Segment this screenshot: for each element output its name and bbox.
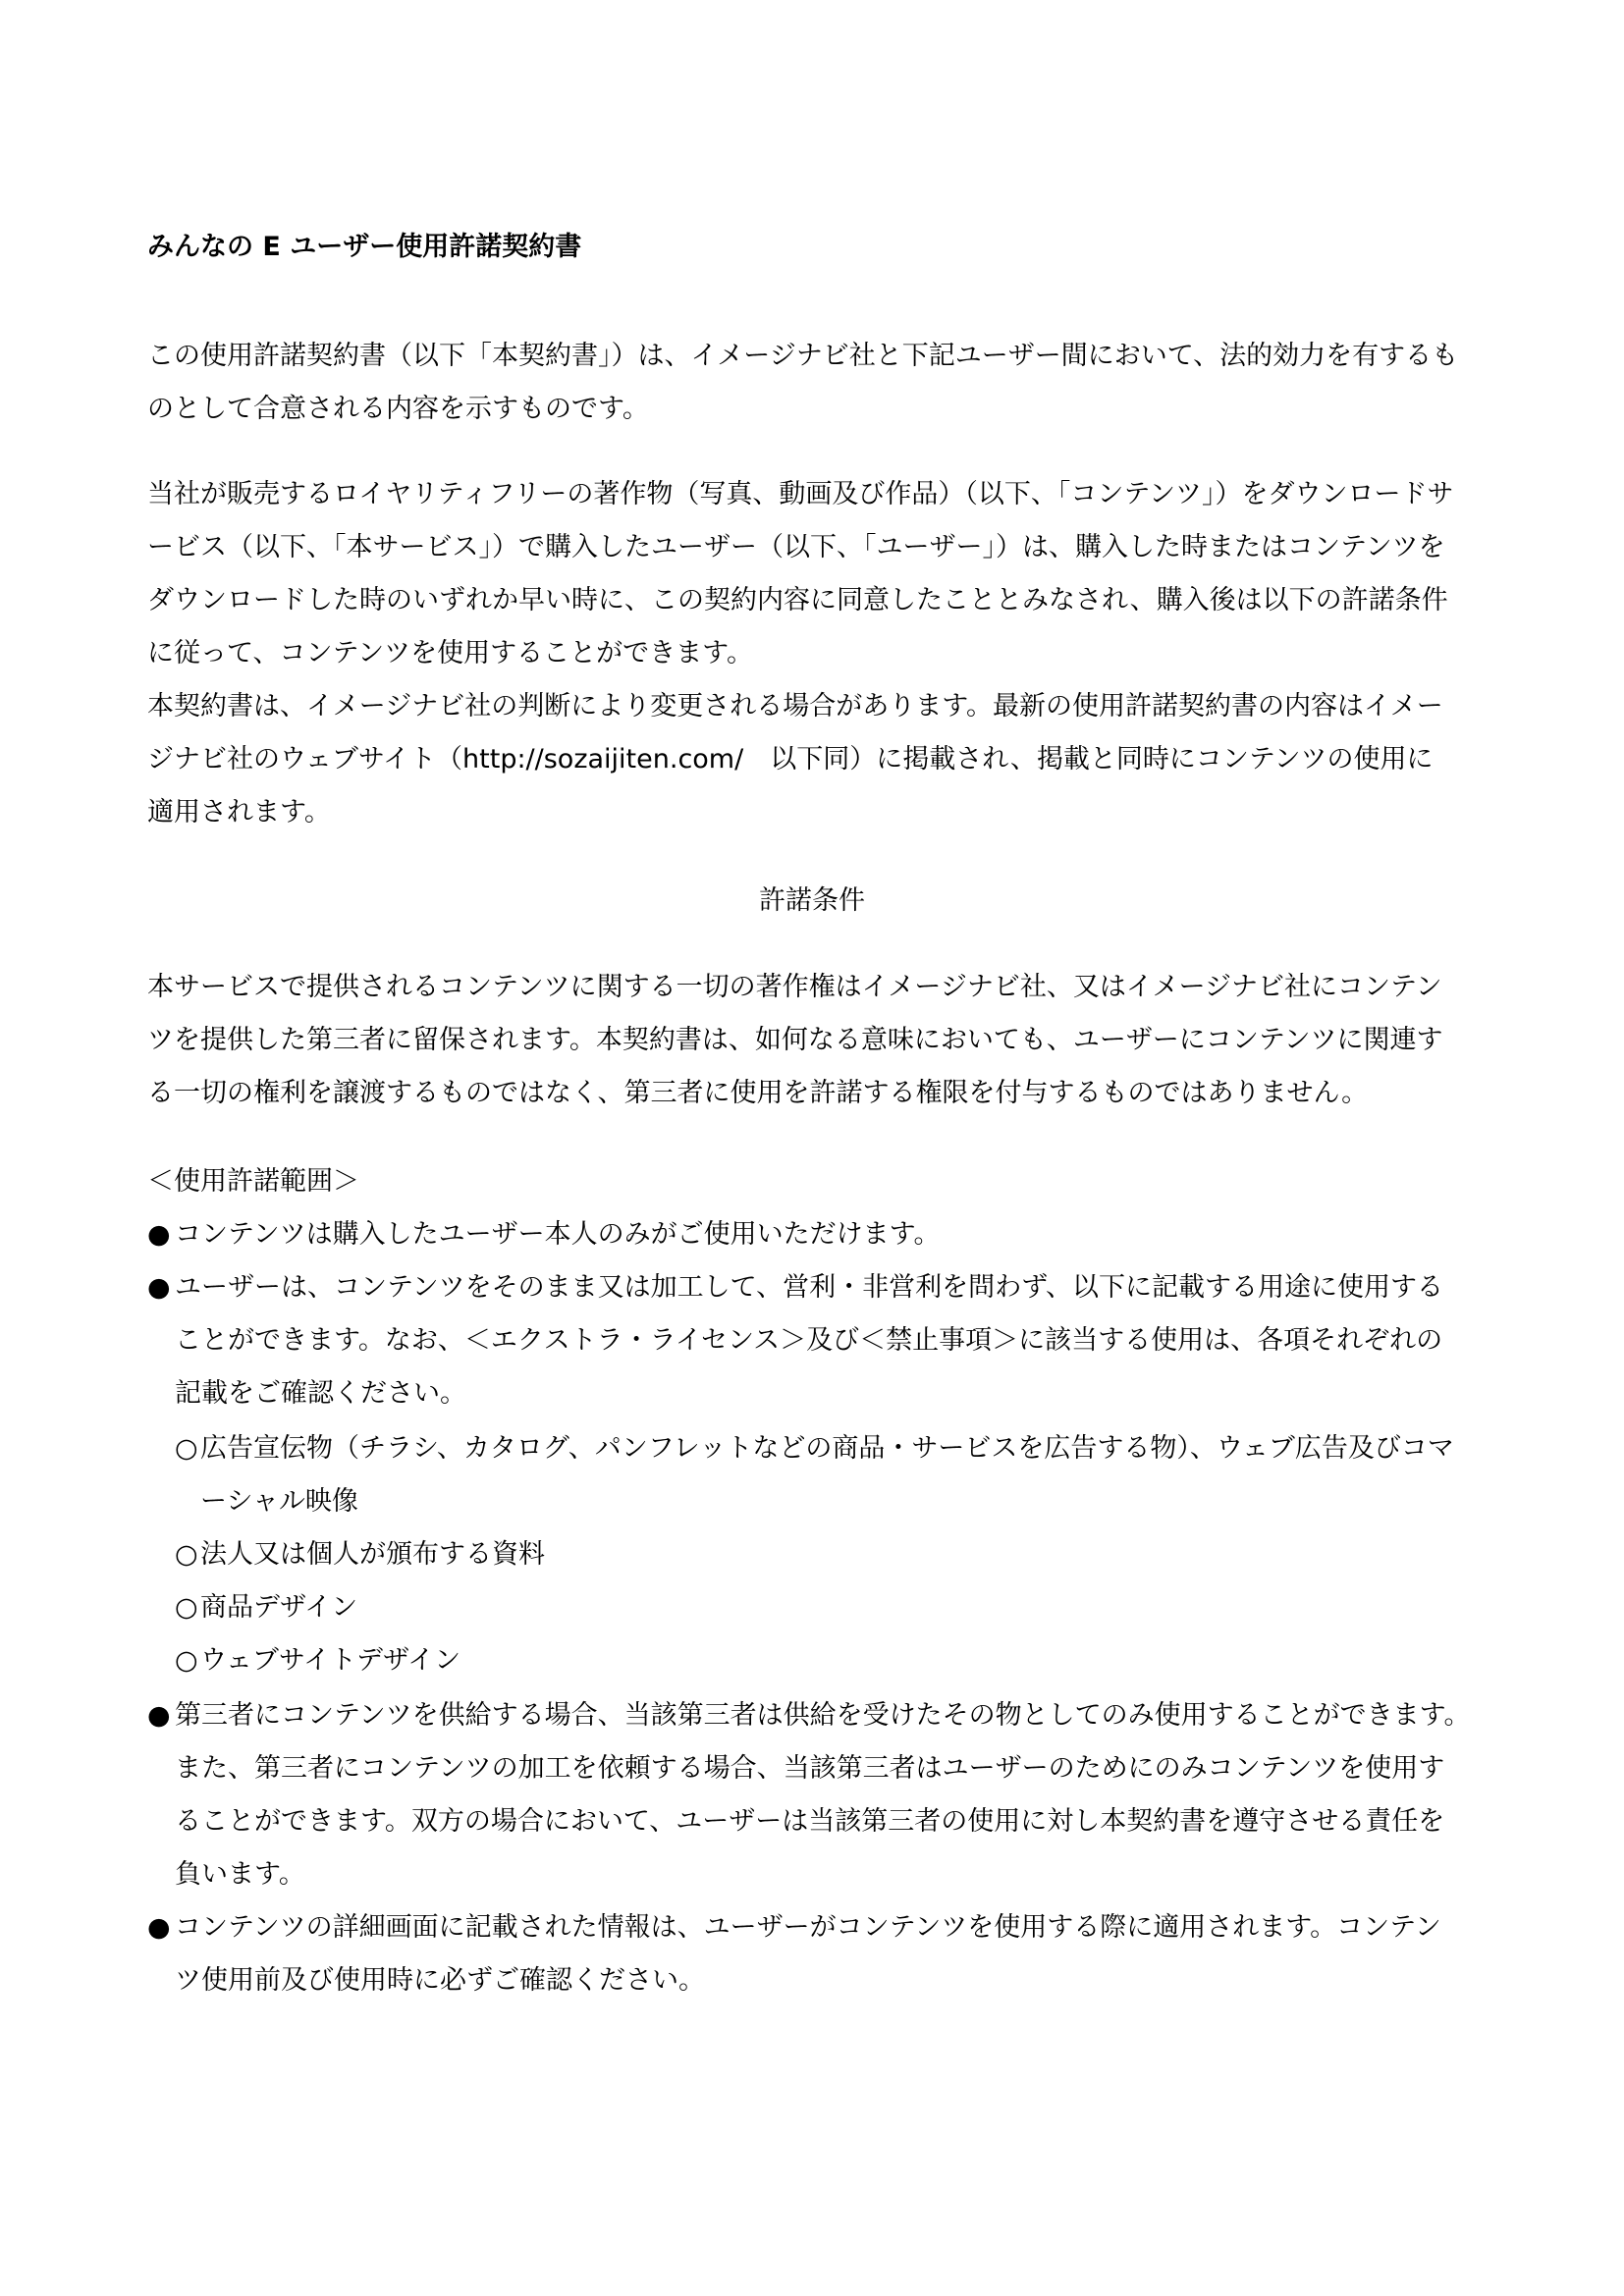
scope-item-text: [175, 1261, 1477, 1420]
permitted-use-item: [175, 1422, 1477, 1528]
paragraph-line: のとして合意される内容を示すものです。: [147, 394, 649, 424]
purchase-terms-paragraph: [147, 468, 1477, 680]
circle-marker: ○: [175, 1592, 198, 1623]
list-item-line: また、第三者にコンテンツの加工を依頼する場合、当該第三者はユーザーのためにのみコンテンツを使用す: [175, 1753, 1445, 1784]
permitted-use-text: [200, 1528, 1477, 1581]
list-item-line: 第三者にコンテンツを供給する場合、当該第三者は供給を受けたその物としてのみ使用することができます。: [175, 1700, 1471, 1731]
list-item-line: ウェブサイトデザイン: [200, 1645, 461, 1676]
paragraph-line: ジナビ社のウェブサイト（http://sozaijiten.com/ 以下同）に掲載され、掲載と同時にコンテンツの使用に: [147, 744, 1434, 774]
document-title: みんなの E ユーザー使用許諾契約書: [147, 232, 582, 262]
permitted-use-text: [200, 1634, 1477, 1687]
list-item-line: コンテンツは購入したユーザー本人のみがご使用いただけます。: [175, 1219, 941, 1250]
permitted-uses-list: [175, 1422, 1477, 1687]
list-item-line: コンテンツの詳細画面に記載された情報は、ユーザーがコンテンツを使用する際に適用されます。コンテン: [175, 1912, 1441, 1943]
permitted-use-text: [200, 1422, 1477, 1528]
scope-item-text: [175, 1689, 1477, 1901]
paragraph-line: この使用許諾契約書（以下「本契約書」）は、イメージナビ社と下記ユーザー間において、法的効力を有するも: [147, 341, 1459, 371]
bullet-marker: ●: [147, 1700, 171, 1731]
scope-item: [147, 1261, 1477, 1420]
circle-marker: ○: [175, 1539, 198, 1570]
paragraph-line: 本サービスで提供されるコンテンツに関する一切の著作権はイメージナビ社、又はイメージナビ社にコンテン: [147, 972, 1442, 1002]
paragraph-line: 適用されます。: [147, 797, 331, 828]
list-item-line: 負います。: [175, 1859, 305, 1890]
paragraph-line: に従って、コンテンツを使用することができます。: [147, 638, 753, 668]
scope-item-text: [175, 1901, 1477, 2007]
scope-heading: ＜使用許諾範囲＞: [147, 1166, 359, 1197]
paragraph-line: 本契約書は、イメージナビ社の判断により変更される場合があります。最新の使用許諾契約書の内容はイメー: [147, 691, 1443, 721]
permitted-use-item: [175, 1528, 1477, 1581]
intro-paragraph: [147, 330, 1477, 436]
amendment-paragraph: [147, 680, 1477, 839]
circle-marker: ○: [175, 1645, 198, 1676]
list-item-line: ることができます。双方の場合において、ユーザーは当該第三者の使用に対し本契約書を遵守させる責任を: [175, 1806, 1445, 1837]
list-item-line: ツ使用前及び使用時に必ずご確認ください。: [175, 1965, 705, 1996]
permitted-use-item: [175, 1581, 1477, 1634]
circle-marker: ○: [175, 1433, 198, 1464]
list-item-line: ことができます。なお、＜エクストラ・ライセンス＞及び＜禁止事項＞に該当する使用は、各項それぞれの: [175, 1325, 1443, 1356]
list-item-line: 法人又は個人が頒布する資料: [200, 1539, 545, 1570]
permitted-use-text: [200, 1581, 1477, 1634]
list-item-line: 商品デザイン: [200, 1592, 358, 1623]
scope-item: [147, 1689, 1477, 1901]
paragraph-line: ダウンロードした時のいずれか早い時に、この契約内容に同意したこととみなされ、購入後は以下の許諾条件: [147, 585, 1448, 615]
bullet-marker: ●: [147, 1272, 171, 1303]
list-item-line: 記載をご確認ください。: [175, 1378, 466, 1409]
list-item-line: ユーザーは、コンテンツをそのまま又は加工して、営利・非営利を問わず、以下に記載する用途に使用する: [175, 1272, 1443, 1303]
paragraph-line: る一切の権利を譲渡するものではなく、第三者に使用を許諾する権限を付与するものではありません。: [147, 1078, 1369, 1108]
document-body: [147, 221, 1477, 2007]
license-terms-heading: 許諾条件: [759, 885, 865, 916]
copyright-paragraph: [147, 961, 1477, 1120]
list-item-line: ーシャル映像: [200, 1486, 358, 1517]
paragraph-line: 当社が販売するロイヤリティフリーの著作物（写真、動画及び作品）（以下、「コンテンツ」）をダウンロードサ: [147, 479, 1454, 509]
paragraph-line: ービス（以下、「本サービス」）で購入したユーザー（以下、「ユーザー」）は、購入した時またはコンテンツを: [147, 532, 1445, 562]
permitted-use-item: [175, 1634, 1477, 1687]
scope-item: [147, 1208, 1477, 1261]
paragraph-line: ツを提供した第三者に留保されます。本契約書は、如何なる意味においても、ユーザーにコンテンツに関連す: [147, 1025, 1443, 1055]
bullet-marker: ●: [147, 1912, 171, 1943]
list-item-line: 広告宣伝物（チラシ、カタログ、パンフレットなどの商品・サービスを広告する物）、ウェブ広告及びコマ: [200, 1433, 1454, 1464]
bullet-marker: ●: [147, 1219, 171, 1250]
scope-item: [147, 1901, 1477, 2007]
scope-item-text: [175, 1208, 1477, 1261]
